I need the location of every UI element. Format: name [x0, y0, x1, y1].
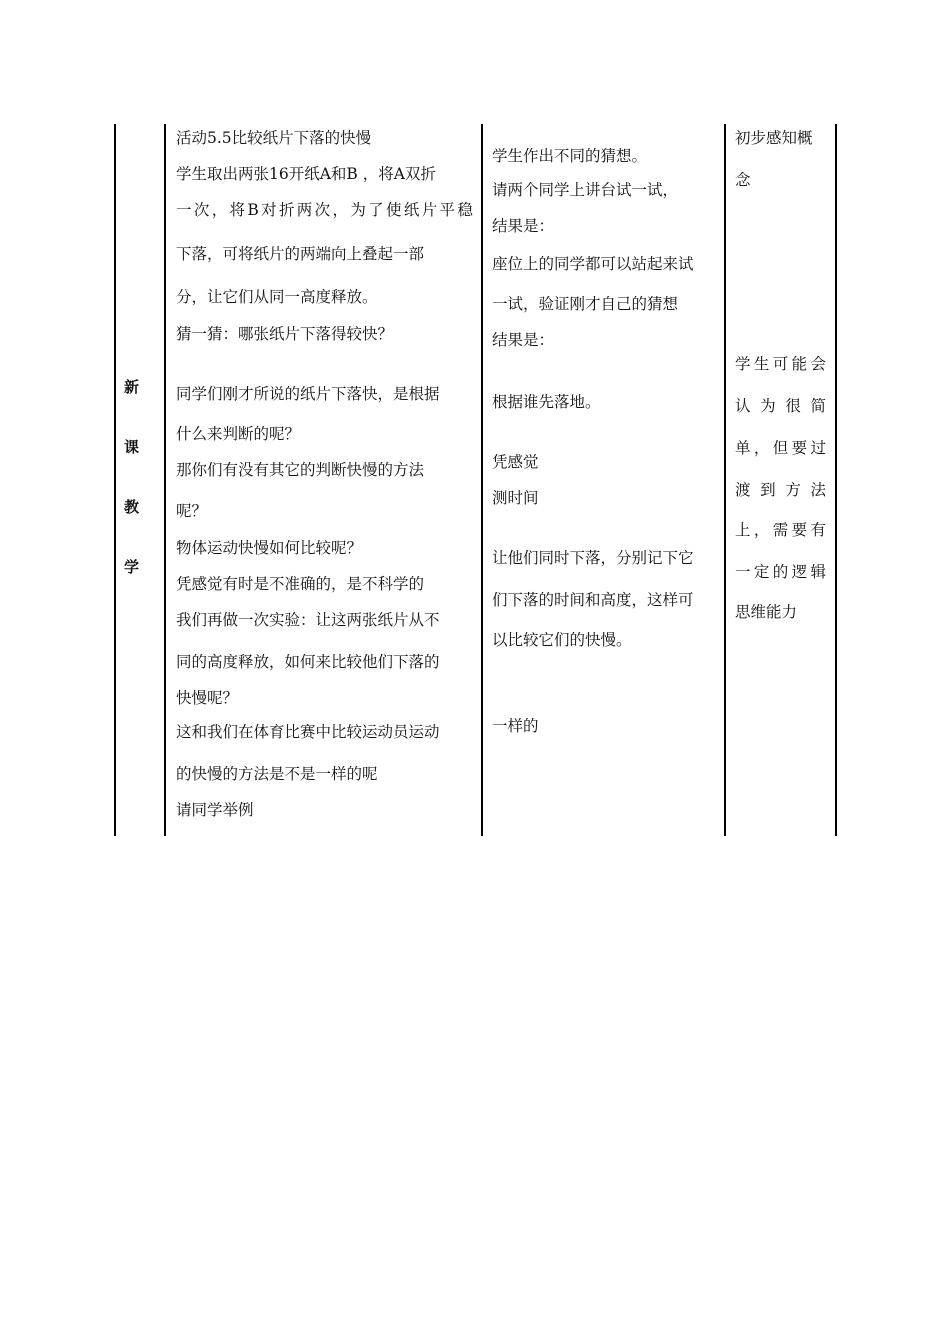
text-line: 结果是：	[492, 217, 555, 235]
text-line: 一 定 的 逻 辑	[735, 563, 826, 581]
text-line: 分，让它们从同一高度释放。	[176, 288, 378, 306]
teacher-activity-column	[166, 124, 481, 836]
text-line: 猜一猜：哪张纸片下落得较快？	[176, 325, 394, 343]
text-line: 凭感觉	[492, 453, 539, 471]
text-line: 这和我们在体育比赛中比较运动员运动	[176, 723, 440, 741]
text-line: 什么来判断的呢？	[176, 425, 301, 443]
text-line: 初步感知概	[735, 129, 813, 147]
text-line: 下落，可将纸片的两端向上叠起一部	[176, 245, 425, 263]
table-border-right	[835, 124, 837, 836]
text-line: 同的高度释放，如何来比较他们下落的	[176, 653, 440, 671]
text-line: 让他们同时下落，分别记下它	[492, 549, 694, 567]
text-line: 单 ， 但 要 过	[735, 439, 826, 457]
text-line: 快慢呢？	[176, 689, 239, 707]
text-line: 凭感觉有时是不准确的，是不科学的	[176, 575, 425, 593]
text-line: 一试，验证刚才自己的猜想	[492, 295, 679, 313]
text-line: 的快慢的方法是不是一样的呢	[176, 765, 378, 783]
text-line: 学生作出不同的猜想。	[492, 147, 648, 165]
text-line: 上 ， 需 要 有	[735, 521, 826, 539]
lesson-table	[114, 124, 838, 836]
text-line: 思维能力	[735, 603, 798, 621]
text-line: 呢？	[176, 502, 208, 520]
text-line: 学 生 可 能 会	[735, 355, 826, 373]
section-label-char: 新	[124, 378, 140, 396]
section-label-char: 学	[124, 558, 140, 576]
text-line: 念	[735, 171, 751, 189]
text-line: 认 为 很 简	[735, 397, 826, 415]
text-line: 座位上的同学都可以站起来试	[492, 255, 694, 273]
section-label-column	[116, 124, 164, 836]
text-line: 们下落的时间和高度，这样可	[492, 591, 694, 609]
text-line: 同学们刚才所说的纸片下落快，是根据	[176, 385, 440, 403]
design-intent-column	[726, 124, 835, 836]
text-line: 一样的	[492, 717, 539, 735]
text-line: 渡 到 方 法	[735, 481, 826, 499]
student-activity-column	[483, 124, 724, 836]
text-line: 一 次 ， 将 B 对 折 两 次 ， 为 了 使 纸 片 平 稳	[176, 201, 473, 219]
section-label-char: 教	[124, 498, 140, 516]
section-label-char: 课	[124, 438, 140, 456]
text-line: 那你们有没有其它的判断快慢的方法	[176, 461, 425, 479]
text-line: 学生取出两张16开纸A和B ，将A双折	[176, 165, 436, 183]
text-line: 请同学举例	[176, 801, 254, 819]
text-line: 根据谁先落地。	[492, 393, 601, 411]
text-line: 我们再做一次实验：让这两张纸片从不	[176, 611, 440, 629]
text-line: 物体运动快慢如何比较呢？	[176, 539, 363, 557]
text-line: 结果是：	[492, 331, 555, 349]
text-line: 请两个同学上讲台试一试，	[492, 181, 679, 199]
text-line: 以比较它们的快慢。	[492, 631, 632, 649]
text-line: 活动5.5比较纸片下落的快慢	[176, 129, 372, 147]
text-line: 测时间	[492, 489, 539, 507]
